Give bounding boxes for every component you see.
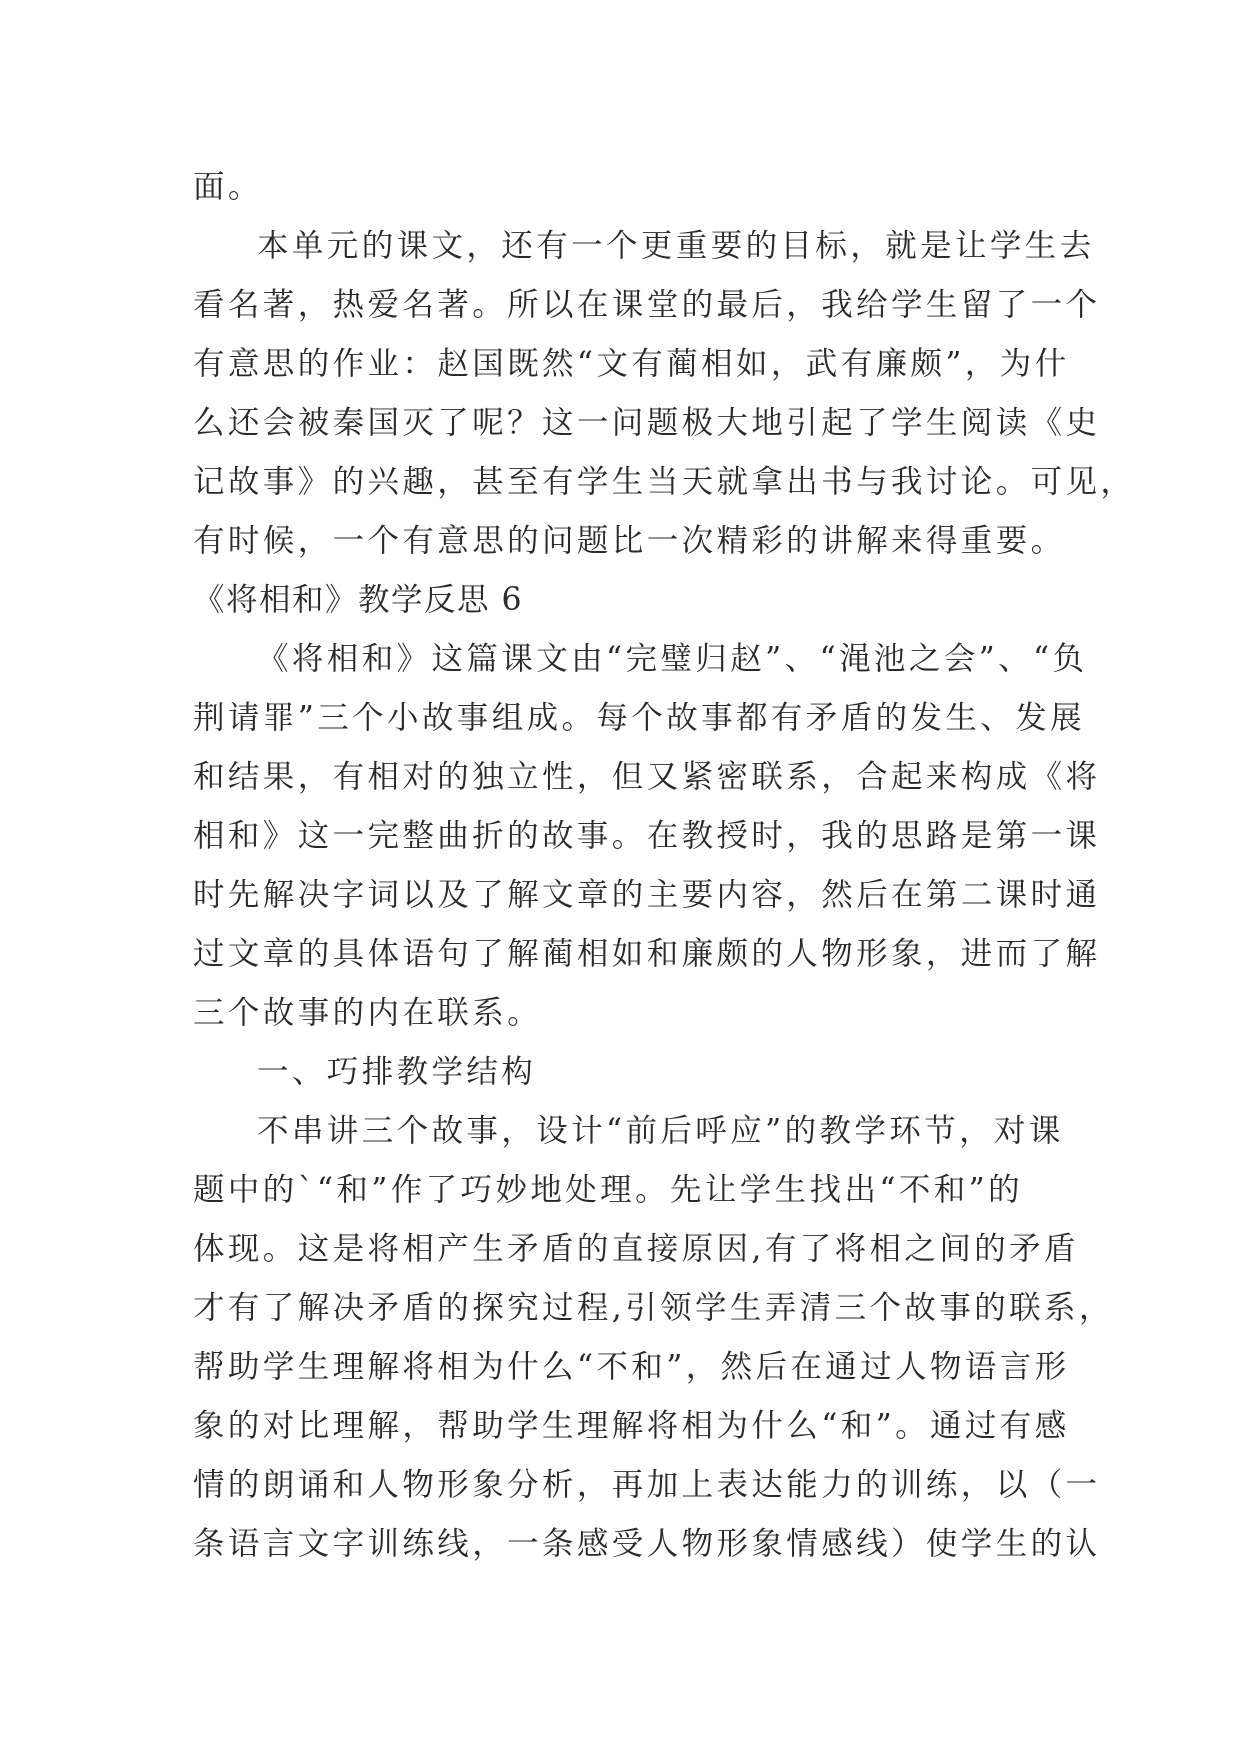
text-line: 有意思的作业：赵国既然“文有蔺相如，武有廉颇”，为什 — [193, 346, 1070, 382]
text-line: 记故事》的兴趣，甚至有学生当天就拿出书与我讨论。可见， — [193, 464, 1136, 500]
text-line: 题中的`“和”作了巧妙地处理。先让学生找出“不和”的 — [193, 1172, 1024, 1208]
section-heading: 《将相和》教学反思 6 — [193, 582, 524, 618]
text-line: 条语言文字训练线，一条感受人物形象情感线）使学生的认 — [193, 1526, 1101, 1562]
paragraph-start-line: 不串讲三个故事，设计“前后呼应”的教学环节，对课 — [257, 1113, 1064, 1149]
text-line: 帮助学生理解将相为什么“不和”，然后在通过人物语言形 — [193, 1349, 1070, 1385]
text-line: 和结果，有相对的独立性，但又紧密联系，合起来构成《将 — [193, 759, 1101, 795]
text-line: 有时候，一个有意思的问题比一次精彩的讲解来得重要。 — [193, 523, 1066, 559]
paragraph-start-line: 本单元的课文，还有一个更重要的目标，就是让学生去 — [257, 228, 1095, 264]
text-line: 三个故事的内在联系。 — [193, 995, 543, 1031]
text-line: 才有了解决矛盾的探究过程,引领学生弄清三个故事的联系， — [193, 1290, 1114, 1326]
text-line: 相和》这一完整曲折的故事。在教授时，我的思路是第一课 — [193, 818, 1101, 854]
text-line: 荆请罪”三个小故事组成。每个故事都有矛盾的发生、发展 — [193, 700, 1086, 736]
subheading-line: 一、巧排教学结构 — [257, 1054, 537, 1090]
text-line: 象的对比理解，帮助学生理解将相为什么“和”。通过有感 — [193, 1408, 1070, 1444]
paragraph-start-line: 《将相和》这篇课文由“完璧归赵”、“渑池之会”、“负 — [257, 641, 1088, 677]
text-line: 时先解决字词以及了解文章的主要内容，然后在第二课时通 — [193, 877, 1101, 913]
document-body — [193, 158, 1136, 1574]
text-line: 看名著，热爱名著。所以在课堂的最后，我给学生留了一个 — [193, 287, 1101, 323]
text-line: 面。 — [193, 169, 263, 205]
text-line: 情的朗诵和人物形象分析，再加上表达能力的训练，以（一 — [193, 1467, 1101, 1503]
text-line: 过文章的具体语句了解蔺相如和廉颇的人物形象，进而了解 — [193, 936, 1101, 972]
text-line: 么还会被秦国灭了呢？这一问题极大地引起了学生阅读《史 — [193, 405, 1101, 441]
text-line: 体现。这是将相产生矛盾的直接原因,有了将相之间的矛盾 — [193, 1231, 1079, 1267]
